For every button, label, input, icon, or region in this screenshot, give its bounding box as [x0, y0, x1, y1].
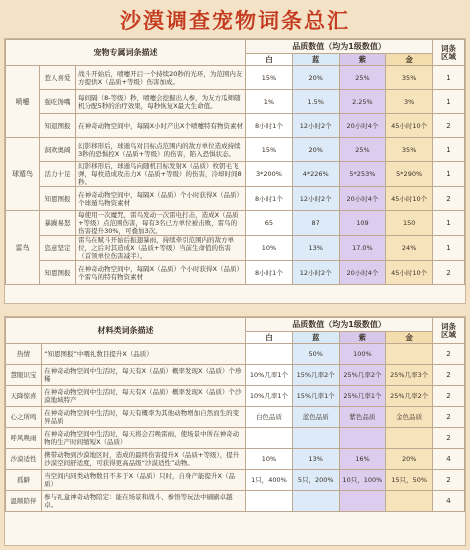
value-blue: 12小时2个 — [292, 114, 339, 138]
value-blue: 15%几率1个 — [292, 386, 339, 407]
table-row — [6, 344, 465, 365]
entry-description: 携带动物到沙漠地区时，造成的最终伤害提升X（品质+等级），提升沙漠空间舒适度，可获得更高品级“沙漠适性”动物。 — [42, 449, 246, 470]
table-row — [6, 211, 465, 236]
entry-name: 暴躁易怒 — [39, 211, 75, 236]
table-row — [6, 187, 465, 211]
entry-name: 洞欢奥阔 — [39, 138, 75, 162]
value-purple: 20小时4个 — [339, 114, 386, 138]
entry-description: 战斗开始后，喷嚏开启一个持续20秒的光环，为范围内友方提供X（品质+等级）伤害加成。 — [76, 66, 246, 90]
value-white: 1只，400% — [246, 470, 293, 491]
table-row — [6, 428, 465, 449]
entry-description: 在神奇动物空间中，每隔X（品质）个小时获得X（品质）个球遁鸟物资素材 — [76, 187, 246, 211]
entry-region: 2 — [433, 344, 465, 365]
entry-name: 热情 — [6, 344, 42, 365]
entry-name: 强吃馋嘴 — [39, 90, 75, 114]
value-purple — [339, 428, 386, 449]
entry-region: 2 — [433, 428, 465, 449]
table-row — [6, 236, 465, 261]
value-blue — [292, 491, 339, 512]
entry-description: 幻影移形后，球遁鸟对目标点范围内的敌方单位造成持续3秒的恐惧控X（品质+等级）的伤害，陷入恐惧状态。 — [76, 138, 246, 162]
value-purple: 10只，100% — [339, 470, 386, 491]
value-blue: 1.5% — [292, 90, 339, 114]
value-gold: 20% — [386, 449, 433, 470]
quality-blue-header: 蓝 — [292, 332, 339, 344]
entry-name: 孤僻 — [6, 470, 42, 491]
pet-entries-panel — [4, 38, 466, 304]
entry-region: 1 — [433, 90, 465, 114]
value-blue: 20% — [292, 138, 339, 162]
table-row — [6, 491, 465, 512]
value-gold — [386, 344, 433, 365]
entry-name: 知退图报 — [39, 114, 75, 138]
entry-region: 2 — [433, 365, 465, 386]
entry-region: 1 — [433, 66, 465, 90]
value-white: 65 — [246, 211, 293, 236]
pet-category: 雷鸟 — [6, 211, 40, 285]
value-white: 1% — [246, 90, 293, 114]
value-gold: 3% — [386, 90, 433, 114]
entry-region: 1 — [433, 211, 465, 236]
table-row — [6, 138, 465, 162]
value-purple: 5*253% — [339, 162, 386, 187]
value-blue: 蓝色品质 — [292, 407, 339, 428]
entry-description: 在神奇动物空间中生活时，每天有概率为其他动物增加自然而生的变异品质 — [42, 407, 246, 428]
value-purple: 20小时4个 — [339, 261, 386, 285]
entry-name: 惹人喜爱 — [39, 66, 75, 90]
entry-description: 每间隔（8-等级）秒，喷嚏会挖掘出人参，为友方瓜师随机分配5秒的治疗效果，每秒恢复X最大生命值。 — [76, 90, 246, 114]
value-gold: 150 — [386, 211, 433, 236]
value-white: 15% — [246, 66, 293, 90]
quality-gold-header: 金 — [386, 332, 433, 344]
entry-name: 天降惊喜 — [6, 386, 42, 407]
quality-white-header: 白 — [246, 332, 293, 344]
pet-desc-header: 宠物专属词条描述 — [6, 40, 246, 66]
quality-white-header: 白 — [246, 54, 293, 66]
value-purple: 109 — [339, 211, 386, 236]
value-gold: 45小时10个 — [386, 261, 433, 285]
table-row — [6, 261, 465, 285]
value-blue: 4*226% — [292, 162, 339, 187]
entry-region: 1 — [433, 236, 465, 261]
value-purple: 2.25% — [339, 90, 386, 114]
value-purple: 100% — [339, 344, 386, 365]
table-row — [6, 66, 465, 90]
value-white: 10%几率1个 — [246, 365, 293, 386]
pet-region-header: 词条 区域 — [433, 40, 465, 66]
value-gold: 5*290% — [386, 162, 433, 187]
value-blue: 15%几率2个 — [292, 365, 339, 386]
table-row — [6, 470, 465, 491]
value-white: 15% — [246, 138, 293, 162]
entry-description: 雷鸟在赋斗开始后振翅暴雨，持续牵引范围内的敌方单位，之后对其造成X（品质+等级）当前生命值的伤害（首领单位伤害减半）。 — [76, 236, 246, 261]
quality-gold-header: 金 — [386, 54, 433, 66]
table-row — [6, 162, 465, 187]
value-purple: 25%几率1个 — [339, 386, 386, 407]
entry-region: 2 — [433, 114, 465, 138]
material-values-header: 品质数值（均为1级数值） — [246, 318, 433, 332]
value-white — [246, 491, 293, 512]
entry-name: 呼风唤雨 — [6, 428, 42, 449]
value-blue: 20% — [292, 66, 339, 90]
table-row — [6, 407, 465, 428]
value-gold — [386, 491, 433, 512]
table-row — [6, 449, 465, 470]
value-blue: 5只，200% — [292, 470, 339, 491]
value-white: 8小时1个 — [246, 261, 293, 285]
value-purple: 16% — [339, 449, 386, 470]
value-gold: 15只，50% — [386, 470, 433, 491]
value-blue: 12小时2个 — [292, 187, 339, 211]
quality-blue-header: 蓝 — [292, 54, 339, 66]
entry-region: 4 — [433, 491, 465, 512]
page-title: 沙漠调查宠物词条总汇 — [120, 8, 350, 33]
value-gold: 45小时10个 — [386, 187, 433, 211]
material-entries-table — [5, 317, 465, 512]
value-white: 8小时1个 — [246, 187, 293, 211]
value-gold: 35% — [386, 66, 433, 90]
entry-name: 知恩图报 — [39, 261, 75, 285]
table-row — [6, 114, 465, 138]
value-white: 10%几率1个 — [246, 386, 293, 407]
entry-description: 在神奇动物空间中生活时，每天将会召唤雷雨，使场景中所在神奇动物的生产时间缩短X（品质） — [42, 428, 246, 449]
entry-name: 恣意坚定 — [39, 236, 75, 261]
value-white — [246, 428, 293, 449]
entry-description: 每使用一次魔咒，雷鸟发动一次雷电打击，造成X（品质+等级）点范围伤害，每有3名已方单位被击败，雷鸟的伤害提升30%，可叠加3次。 — [76, 211, 246, 236]
value-gold: 45小时10个 — [386, 114, 433, 138]
entry-region: 1 — [433, 138, 465, 162]
material-region-header: 词条 区域 — [433, 318, 465, 344]
value-purple: 20小时4个 — [339, 187, 386, 211]
pet-category: 喷嚏 — [6, 66, 40, 138]
value-white: 白色品质 — [246, 407, 293, 428]
value-purple: 25% — [339, 138, 386, 162]
entry-description: 在神奇动物空间中，每隔X（品质）个小时获得X（品质）个雷鸟的特有物资素材 — [76, 261, 246, 285]
value-white: 8小时1个 — [246, 114, 293, 138]
value-gold: 25%几率3个 — [386, 365, 433, 386]
entry-region: 2 — [433, 386, 465, 407]
value-gold: 金色品质 — [386, 407, 433, 428]
entry-region: 2 — [433, 470, 465, 491]
entry-description: 在神奇动物空间中，每隔X小时产出X个喷嚏特有物资素材 — [76, 114, 246, 138]
value-purple: 紫色品质 — [339, 407, 386, 428]
pet-entries-table — [5, 39, 465, 285]
entry-region: 2 — [433, 187, 465, 211]
value-blue: 12小时2个 — [292, 261, 339, 285]
quality-purple-header: 紫 — [339, 54, 386, 66]
entry-description: 在神奇动物空间中生活时，每天有X（品质）概率发现X（品质）个沙漠地域特产 — [42, 386, 246, 407]
entry-description: 当空间内同类动物数目不多于X（品质）只时，自身产能提升X（品质） — [42, 470, 246, 491]
value-purple: 17.0% — [339, 236, 386, 261]
value-blue: 50% — [292, 344, 339, 365]
entry-description: 在神奇动物空间中生活时，每天有X（品质）概率发现X（品质）个珍稀 — [42, 365, 246, 386]
value-blue — [292, 428, 339, 449]
entry-region: 4 — [433, 449, 465, 470]
value-blue: 87 — [292, 211, 339, 236]
entry-region: 2 — [433, 261, 465, 285]
pet-category: 球遁鸟 — [6, 138, 40, 211]
value-purple: 25% — [339, 66, 386, 90]
entry-name: 沙漠适性 — [6, 449, 42, 470]
entry-region: 2 — [433, 407, 465, 428]
entry-name: 温顺陪伴 — [6, 491, 42, 512]
entry-name: 慧眼识宝 — [6, 365, 42, 386]
entry-description: 幻影移形后，球遁鸟向随机目标发射X（品质）枚钥毛飞弹，每枚造成攻击力X（品质+等级）的伤害，冷却时间8秒。 — [76, 162, 246, 187]
value-blue: 13% — [292, 449, 339, 470]
material-desc-header: 材料类词条描述 — [6, 318, 246, 344]
entry-region: 1 — [433, 162, 465, 187]
value-white: 10% — [246, 449, 293, 470]
value-purple: 25%几率2个 — [339, 365, 386, 386]
entry-description: “知恩图报”中喂礼数目提升X（品质） — [42, 344, 246, 365]
value-gold: 24% — [386, 236, 433, 261]
entry-description: 参与礼盒神奇动物陪定：能在场景和战斗、参悟等玩法中刷刷卓越卓。 — [42, 491, 246, 512]
value-gold: 25%几率2个 — [386, 386, 433, 407]
value-blue: 13% — [292, 236, 339, 261]
value-white: 3*200% — [246, 162, 293, 187]
pet-values-header: 品质数值（均为1级数值） — [246, 40, 433, 54]
table-row — [6, 386, 465, 407]
value-white: 10% — [246, 236, 293, 261]
entry-name: 心之所鸣 — [6, 407, 42, 428]
entry-name: 活力十足 — [39, 162, 75, 187]
value-gold — [386, 428, 433, 449]
value-purple — [339, 491, 386, 512]
material-entries-panel — [4, 316, 466, 546]
table-row — [6, 90, 465, 114]
table-row — [6, 365, 465, 386]
entry-name: 知恩图报 — [39, 187, 75, 211]
value-gold: 35% — [386, 138, 433, 162]
quality-purple-header: 紫 — [339, 332, 386, 344]
value-white — [246, 344, 293, 365]
